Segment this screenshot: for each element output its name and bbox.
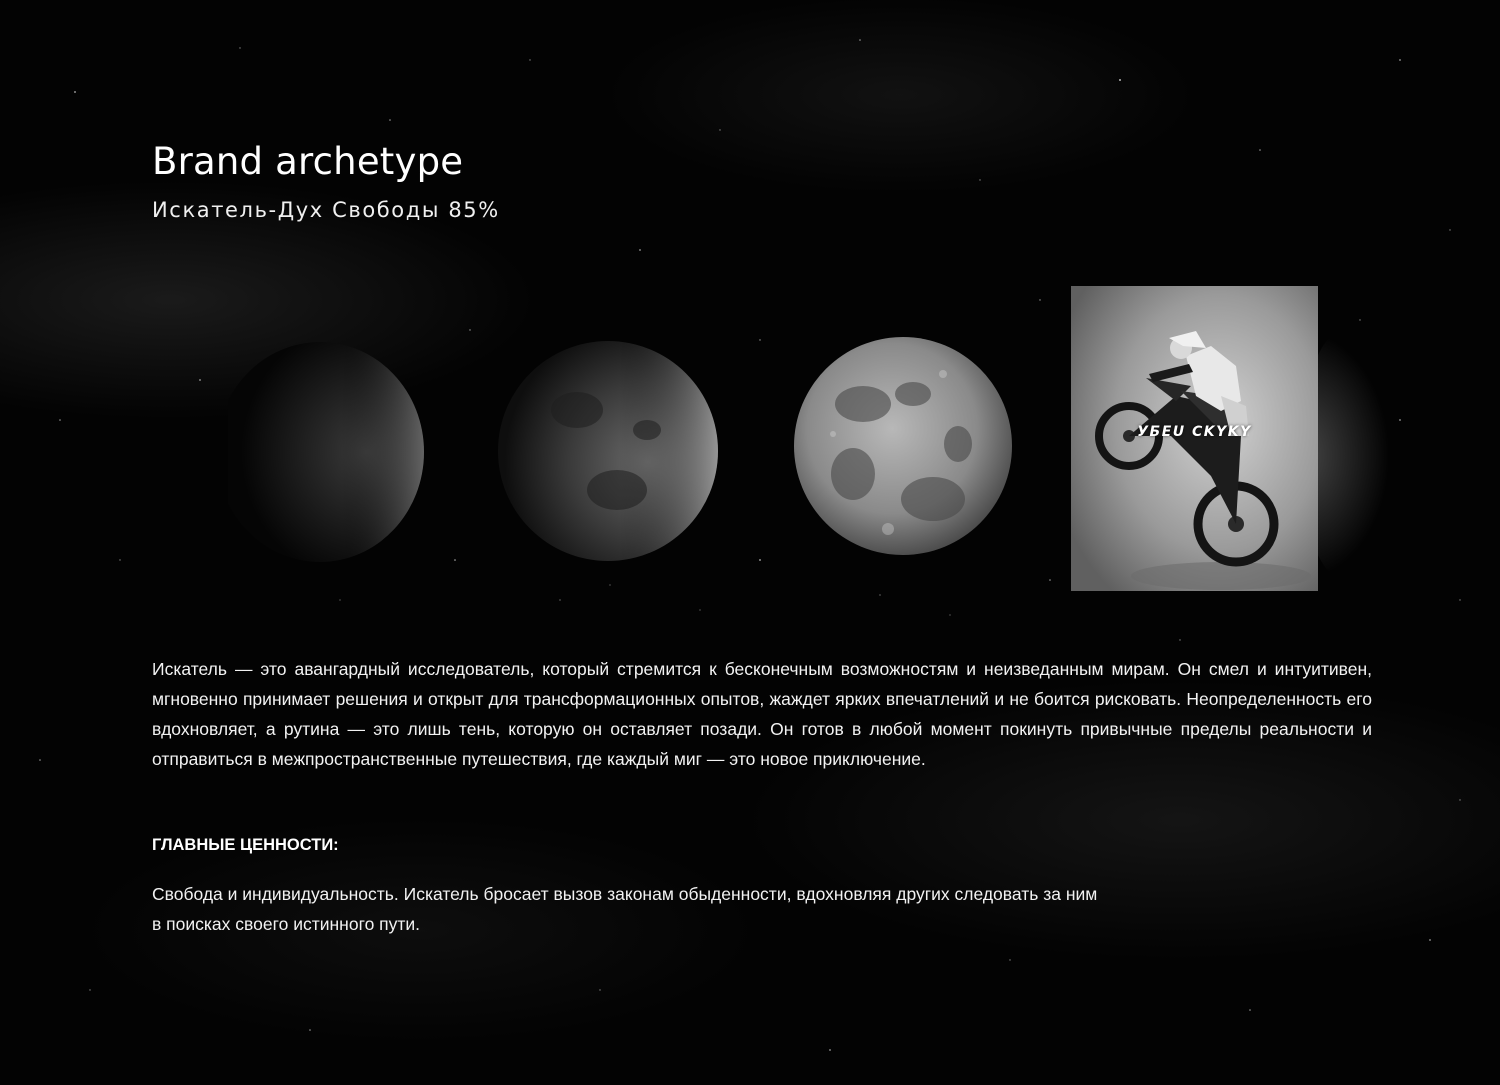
moon-phase-3-image	[793, 334, 1013, 558]
moon-phase-2-image	[497, 340, 719, 562]
moon-phase-1-image	[228, 338, 428, 566]
cover-brand-text: УБЕU CKYKY	[1137, 424, 1252, 440]
archetype-subtitle: Искатель-Дух Свободы 85%	[152, 198, 500, 222]
values-heading: ГЛАВНЫЕ ЦЕННОСТИ:	[152, 836, 339, 854]
brand-cover-image	[1071, 286, 1318, 591]
values-text-line-2: в поисках своего истинного пути.	[152, 914, 421, 934]
values-text	[152, 879, 1332, 939]
values-text-line-1: Свобода и индивидуальность. Искатель бросает вызов законам обыденности, вдохновляя других следовать за ним	[152, 884, 1098, 904]
page-title: Brand archetype	[152, 140, 464, 183]
archetype-description: Искатель — это авангардный исследователь, который стремится к бесконечным возможностям и неизведанным мирам. Он смел и интуитивен, мгновенно принимает решения и открыт для трансформационных опытов, жаждет ярких впечатлений и не боится рисковать. Неопределенность его вдохновляет, а рутина — это лишь тень, которую он оставляет позади. Он готов в любой момент покинуть привычные пределы реальности и отправиться в межпространственные путешествия, где каждый миг — это новое приключение.	[152, 659, 1372, 769]
